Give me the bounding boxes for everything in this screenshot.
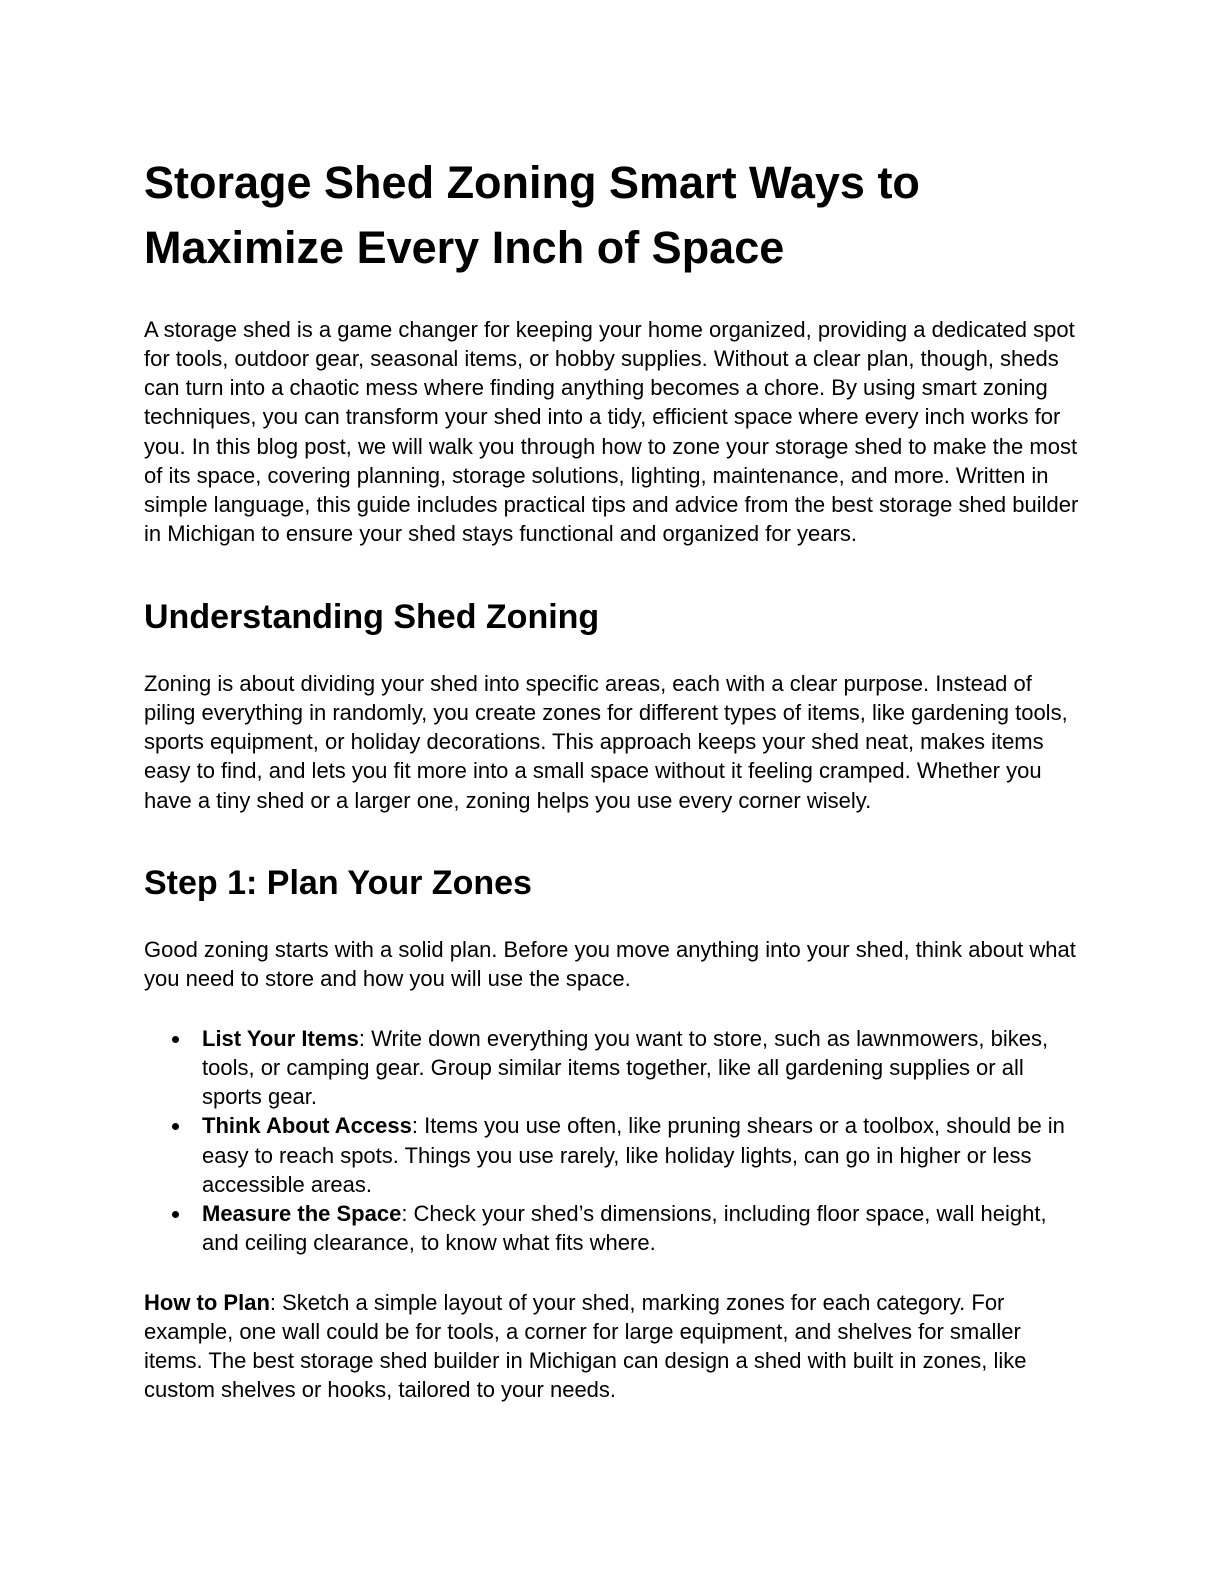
- how-to-plan-text: : Sketch a simple layout of your shed, marking zones for each category. For example, one wall could be for tools, a corner for large equipment, and shelves for smaller items. The best storage shed builder in Michigan can design a shed with built in zones, like custom shelves or hooks, tailored to your needs.: [144, 1289, 1027, 1403]
- list-item-list-your-items: [192, 1024, 1080, 1112]
- list-item-label: List Your Items: [202, 1025, 359, 1051]
- step-1-intro-paragraph: Good zoning starts with a solid plan. Before you move anything into your shed, think about what you need to store and how you will use the space.: [144, 937, 1076, 992]
- how-to-plan-label: How to Plan: [144, 1289, 270, 1315]
- section-heading-step-1-plan-your-zones: Step 1: Plan Your Zones: [144, 863, 532, 902]
- intro-paragraph: A storage shed is a game changer for keeping your home organized, providing a dedicated spot for tools, outdoor gear, seasonal items, or hobby supplies. Without a clear plan, though, sheds can turn into a chaotic mess where finding anything becomes a chore. By using smart zoning techniques, you can transform your shed into a tidy, efficient space where every inch works for you. In this blog post, we will walk you through how to zone your storage shed to make the most of its space, covering planning, storage solutions, lighting, maintenance, and more. Written in simple language, this guide includes practical tips and advice from the best storage shed builder in Michigan to ensure your shed stays functional and organized for years.: [144, 316, 1079, 547]
- understanding-shed-zoning-paragraph: Zoning is about dividing your shed into specific areas, each with a clear purpose. Instead of piling everything in randomly, you create zones for different types of items, like gardening tools, sports equipment, or holiday decorations. This approach keeps your shed neat, makes items easy to find, and lets you fit more into a small space without it feeling cramped. Whether you have a tiny shed or a larger one, zoning helps you use every corner wisely.: [144, 670, 1068, 813]
- list-item-measure-the-space: [192, 1199, 1080, 1258]
- zone-planning-list: [144, 1024, 1080, 1258]
- list-item-text: : Items you use often, like pruning shears or a toolbox, should be in easy to reach spots. Things you use rarely, like holiday lights, can go in higher or less accessible areas.: [202, 1113, 1065, 1197]
- list-item-label: Think About Access: [202, 1113, 412, 1139]
- list-item-text: : Write down everything you want to store, such as lawnmowers, bikes, tools, or camping gear. Group similar items together, like all gardening supplies or all sports gear.: [202, 1025, 1049, 1110]
- how-to-plan-paragraph: [144, 1288, 1080, 1405]
- list-item-think-about-access: [192, 1111, 1080, 1199]
- list-item-label: Measure the Space: [202, 1201, 402, 1227]
- page-title: Storage Shed Zoning Smart Ways to Maximize Every Inch of Space: [144, 157, 920, 274]
- list-item-text: : Check your shed’s dimensions, including floor space, wall height, and ceiling clearance, to know what fits where.: [202, 1201, 1047, 1256]
- section-heading-understanding-shed-zoning: Understanding Shed Zoning: [144, 597, 600, 636]
